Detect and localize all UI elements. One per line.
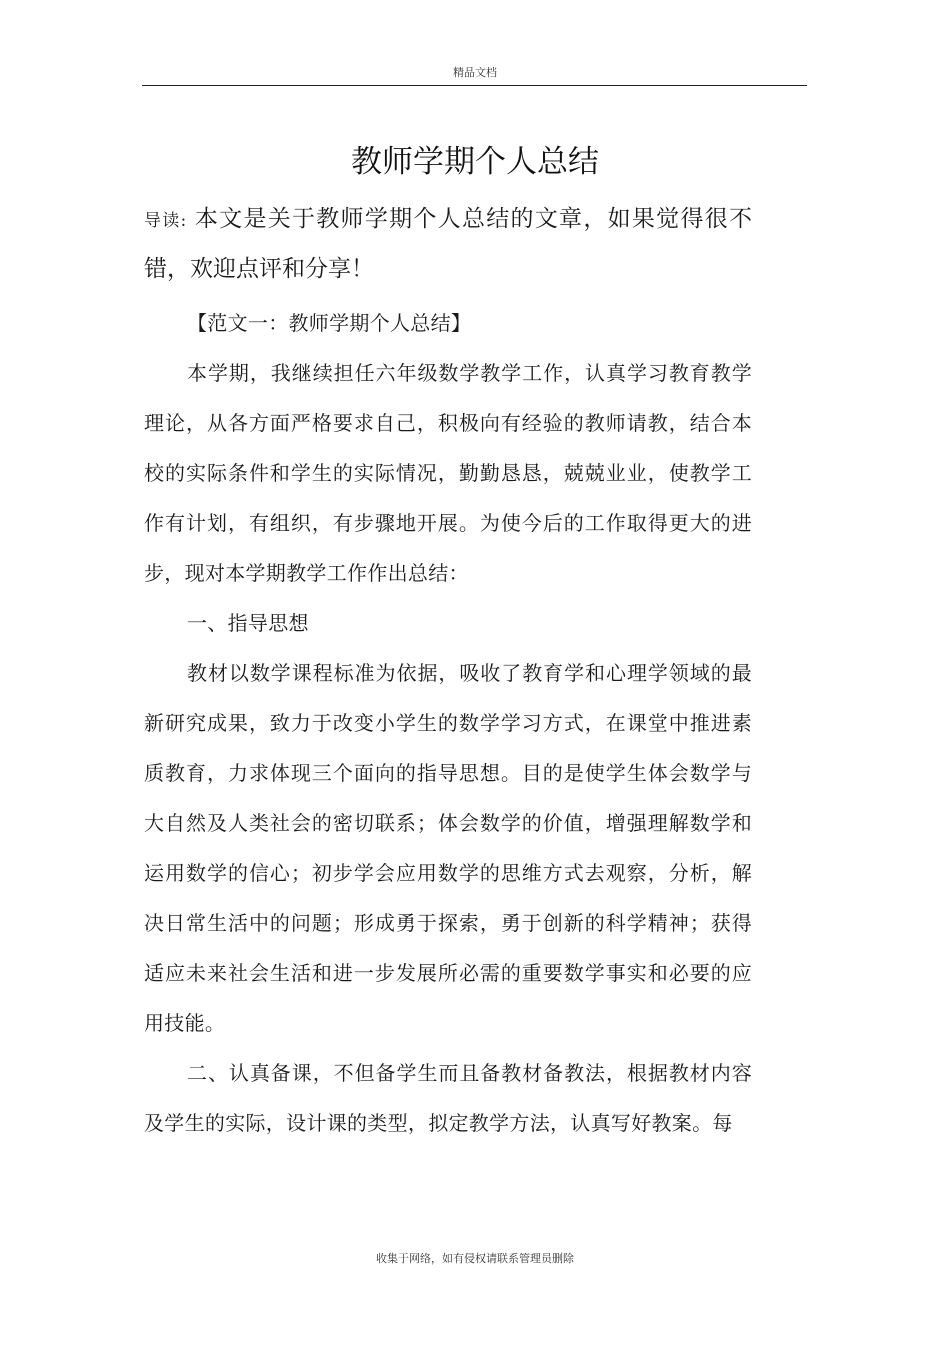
- lead-paragraph: [144, 195, 752, 293]
- page-header: 精品文档: [453, 66, 497, 79]
- section-heading-guiding-thought: 一、指导思想: [187, 611, 309, 635]
- page-footer: 收集于网络，如有侵权请联系管理员删除: [376, 1252, 574, 1265]
- body-paragraph: 教材以数学课程标准为依据，吸收了教育学和心理学领域的最新研究成果，致力于改变小学生的数学学习方式，在课堂中推进素质教育，力求体现三个面向的指导思想。目的是使学生体会数学与大自然及人类社会的密切联系；体会数学的价值，增强理解数学和运用数学的信心；初步学会应用数学的思维方式去观察，分析，解决日常生活中的问题；形成勇于探索，勇于创新的科学精神；获得适应未来社会生活和进一步发展所必需的重要数学事实和必要的应用技能。: [144, 661, 752, 1035]
- body-paragraph: 本学期，我继续担任六年级数学教学工作，认真学习教育教学理论，从各方面严格要求自己，积极向有经验的教师请教，结合本校的实际条件和学生的实际情况，勤勤恳恳，兢兢业业，使教学工作有计划，有组织，有步骤地开展。为使今后的工作取得更大的进步，现对本学期教学工作作出总结：: [144, 361, 752, 585]
- document-title: 教师学期个人总结: [351, 144, 599, 180]
- header-divider: [142, 85, 807, 86]
- section-heading-sample-one: 【范文一：教师学期个人总结】: [187, 311, 472, 335]
- lead-text: 本文是关于教师学期个人总结的文章，如果觉得很不错，欢迎点评和分享！: [144, 206, 753, 282]
- lead-label: 导读:: [144, 211, 187, 231]
- document-body: [144, 195, 752, 1148]
- body-paragraph: 二、认真备课，不但备学生而且备教材备教法，根据教材内容及学生的实际，设计课的类型，拟定教学方法，认真写好教案。每: [144, 1061, 752, 1135]
